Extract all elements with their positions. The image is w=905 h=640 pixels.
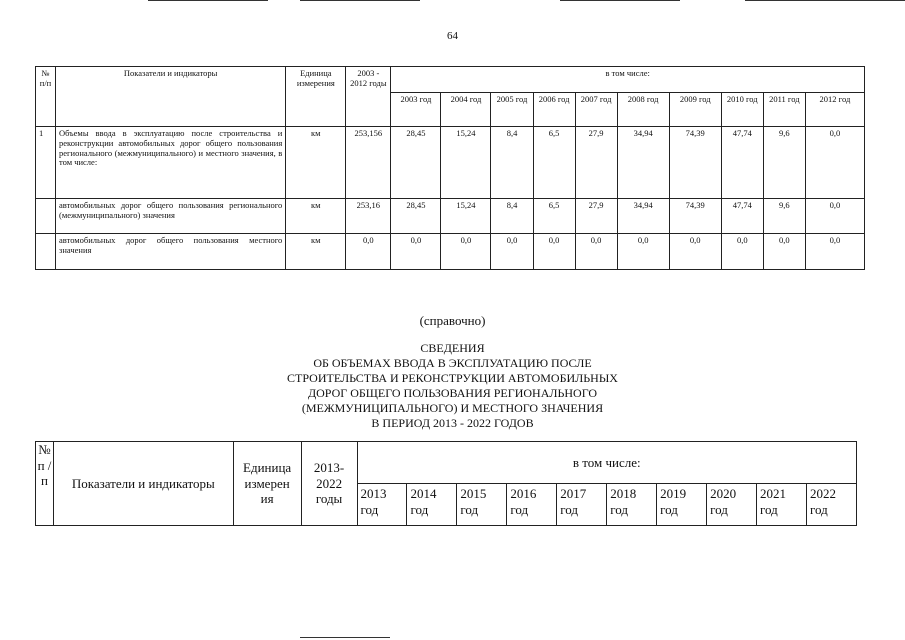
row-value: 9,6 xyxy=(763,127,805,199)
row-value: 0,0 xyxy=(763,234,805,270)
row-total: 0,0 xyxy=(346,234,391,270)
header-year: 2004 год xyxy=(441,93,491,127)
row-value: 0,0 xyxy=(805,199,864,234)
header-year: 2007 год xyxy=(575,93,617,127)
row-num xyxy=(36,199,56,234)
row-value: 15,24 xyxy=(441,199,491,234)
row-value: 34,94 xyxy=(617,199,669,234)
header-year: 2012 год xyxy=(805,93,864,127)
header-year: 2019 год xyxy=(657,484,707,526)
header-unit: Единица измерен ия xyxy=(233,442,301,526)
row-indicator: автомобильных дорог общего пользования местного значения xyxy=(56,234,286,270)
table-row xyxy=(36,234,865,270)
page-number: 64 xyxy=(447,30,458,42)
header-num: № п/п xyxy=(36,67,56,127)
row-value: 0,0 xyxy=(805,127,864,199)
scan-artifact-top-middle xyxy=(300,0,420,1)
row-value: 8,4 xyxy=(491,127,533,199)
scan-artifact-top-left xyxy=(148,0,268,1)
header-year: 2017 год xyxy=(557,484,607,526)
row-value: 28,45 xyxy=(391,199,441,234)
header-year: 2003 год xyxy=(391,93,441,127)
header-year: 2008 год xyxy=(617,93,669,127)
row-indicator: автомобильных дорог общего пользования регионального (межмуниципального) значения xyxy=(56,199,286,234)
row-total: 253,156 xyxy=(346,127,391,199)
header-including: в том числе: xyxy=(391,67,865,93)
row-value: 74,39 xyxy=(669,199,721,234)
row-value: 0,0 xyxy=(721,234,763,270)
section-heading xyxy=(0,341,905,431)
scan-artifact-top-right xyxy=(560,0,680,1)
header-year: 2011 год xyxy=(763,93,805,127)
header-year: 2005 год xyxy=(491,93,533,127)
heading-line: (МЕЖМУНИЦИПАЛЬНОГО) И МЕСТНОГО ЗНАЧЕНИЯ xyxy=(301,401,604,415)
row-value: 27,9 xyxy=(575,199,617,234)
row-unit: км xyxy=(286,199,346,234)
row-value: 0,0 xyxy=(533,234,575,270)
header-year: 2021 год xyxy=(757,484,807,526)
row-value: 28,45 xyxy=(391,127,441,199)
row-value: 6,5 xyxy=(533,127,575,199)
header-year: 2009 год xyxy=(669,93,721,127)
scan-artifact-top-far-right xyxy=(745,0,905,1)
header-year: 2015 год xyxy=(457,484,507,526)
row-value: 0,0 xyxy=(391,234,441,270)
indicators-table-2013-2022 xyxy=(35,441,857,526)
header-indicator: Показатели и индикаторы xyxy=(56,67,286,127)
header-period: 2003 - 2012 годы xyxy=(346,67,391,127)
heading-line: В ПЕРИОД 2013 - 2022 ГОДОВ xyxy=(371,416,534,430)
header-year: 2020 год xyxy=(707,484,757,526)
row-value: 0,0 xyxy=(575,234,617,270)
row-value: 6,5 xyxy=(533,199,575,234)
header-year: 2018 год xyxy=(607,484,657,526)
header-year: 2010 год xyxy=(721,93,763,127)
header-unit: Единица измерения xyxy=(286,67,346,127)
heading-line: ОБ ОБЪЕМАХ ВВОДА В ЭКСПЛУАТАЦИЮ ПОСЛЕ xyxy=(313,356,592,370)
heading-line: СТРОИТЕЛЬСТВА И РЕКОНСТРУКЦИИ АВТОМОБИЛЬНЫХ xyxy=(287,371,618,385)
table-row xyxy=(36,199,865,234)
header-year: 2016 год xyxy=(507,484,557,526)
header-year: 2006 год xyxy=(533,93,575,127)
row-value: 0,0 xyxy=(617,234,669,270)
row-num: 1 xyxy=(36,127,56,199)
row-value: 9,6 xyxy=(763,199,805,234)
row-value: 15,24 xyxy=(441,127,491,199)
row-value: 34,94 xyxy=(617,127,669,199)
row-value: 27,9 xyxy=(575,127,617,199)
heading-line: СВЕДЕНИЯ xyxy=(420,341,485,355)
scan-artifact-bottom xyxy=(300,637,390,638)
row-value: 0,0 xyxy=(441,234,491,270)
header-period: 2013- 2022 годы xyxy=(301,442,357,526)
indicators-table-2003-2012 xyxy=(35,66,865,270)
row-total: 253,16 xyxy=(346,199,391,234)
row-value: 0,0 xyxy=(491,234,533,270)
row-value: 0,0 xyxy=(669,234,721,270)
row-value: 47,74 xyxy=(721,127,763,199)
reference-note: (справочно) xyxy=(419,313,486,328)
header-year: 2013 год xyxy=(357,484,407,526)
row-indicator: Объемы ввода в эксплуатацию после строительства и реконструкции автомобильных дорог общего пользования регионального (межмуниципального) и местного значения, в том числе: xyxy=(56,127,286,199)
header-num: № п / п xyxy=(36,442,54,526)
header-year: 2022 год xyxy=(806,484,856,526)
header-year: 2014 год xyxy=(407,484,457,526)
row-value: 47,74 xyxy=(721,199,763,234)
row-unit: км xyxy=(286,127,346,199)
heading-line: ДОРОГ ОБЩЕГО ПОЛЬЗОВАНИЯ РЕГИОНАЛЬНОГО xyxy=(307,386,598,400)
table-row xyxy=(36,127,865,199)
row-num xyxy=(36,234,56,270)
row-value: 74,39 xyxy=(669,127,721,199)
row-value: 8,4 xyxy=(491,199,533,234)
header-indicator: Показатели и индикаторы xyxy=(53,442,233,526)
row-unit: км xyxy=(286,234,346,270)
row-value: 0,0 xyxy=(805,234,864,270)
header-including: в том числе: xyxy=(357,442,856,484)
